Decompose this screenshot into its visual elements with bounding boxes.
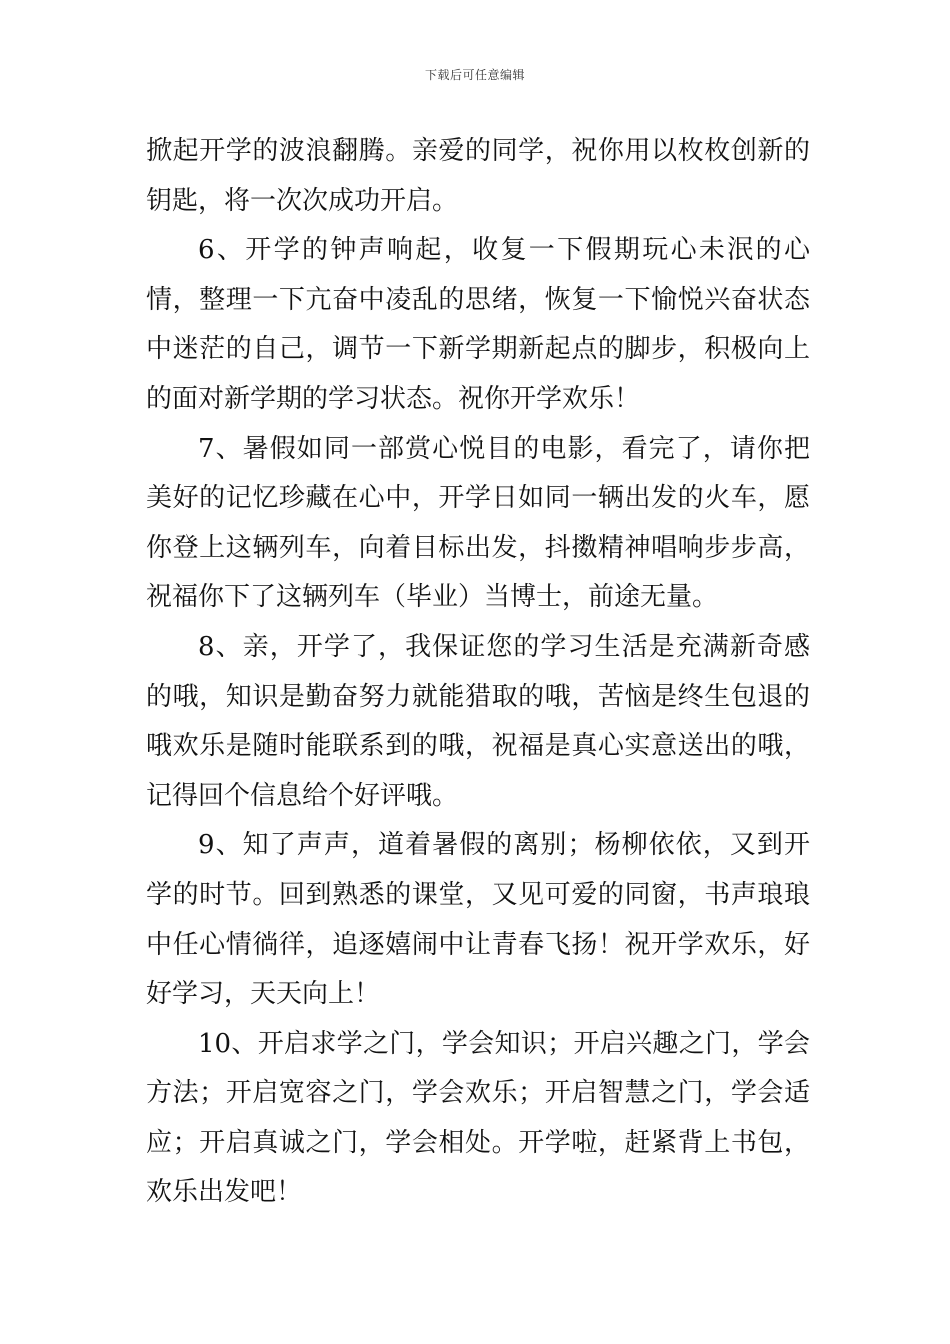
document-body bbox=[146, 127, 810, 1218]
paragraph-10: 10、开启求学之门，学会知识；开启兴趣之门，学会方法；开启宽容之门，学会欢乐；开启智慧之门，学会适应；开启真诚之门，学会相处。开学啦，赶紧背上书包，欢乐出发吧！ bbox=[146, 1028, 810, 1208]
paragraph-9: 9、知了声声，道着暑假的离别；杨柳依依，又到开学的时节。回到熟悉的课堂，又见可爱的同窗，书声琅琅中任心情徜徉，追逐嬉闹中让青春飞扬！祝开学欢乐，好好学习，天天向上！ bbox=[146, 830, 810, 1010]
paragraph-6: 6、开学的钟声响起，收复一下假期玩心未泯的心情，整理一下亢奋中凌乱的思绪，恢复一下愉悦兴奋状态中迷茫的自己，调节一下新学期新起点的脚步，积极向上的面对新学期的学习状态。祝你开学欢乐！ bbox=[146, 235, 810, 414]
header-note: 下载后可任意编辑 bbox=[424, 68, 525, 82]
paragraph-7: 7、暑假如同一部赏心悦目的电影，看完了，请你把美好的记忆珍藏在心中，开学日如同一辆出发的火车，愿你登上这辆列车，向着目标出发，抖擞精神唱响步步高，祝福你下了这辆列车（毕业）当博士，前途无量。 bbox=[146, 433, 810, 613]
paragraph-8: 8、亲，开学了，我保证您的学习生活是充满新奇感的哦，知识是勤奋努力就能猎取的哦，苦恼是终生包退的哦欢乐是随时能联系到的哦，祝福是真心实意送出的哦，记得回个信息给个好评哦。 bbox=[146, 631, 810, 811]
paragraph-continued: 掀起开学的波浪翻腾。亲爱的同学，祝你用以枚枚创新的钥匙，将一次次成功开启。 bbox=[146, 136, 810, 216]
